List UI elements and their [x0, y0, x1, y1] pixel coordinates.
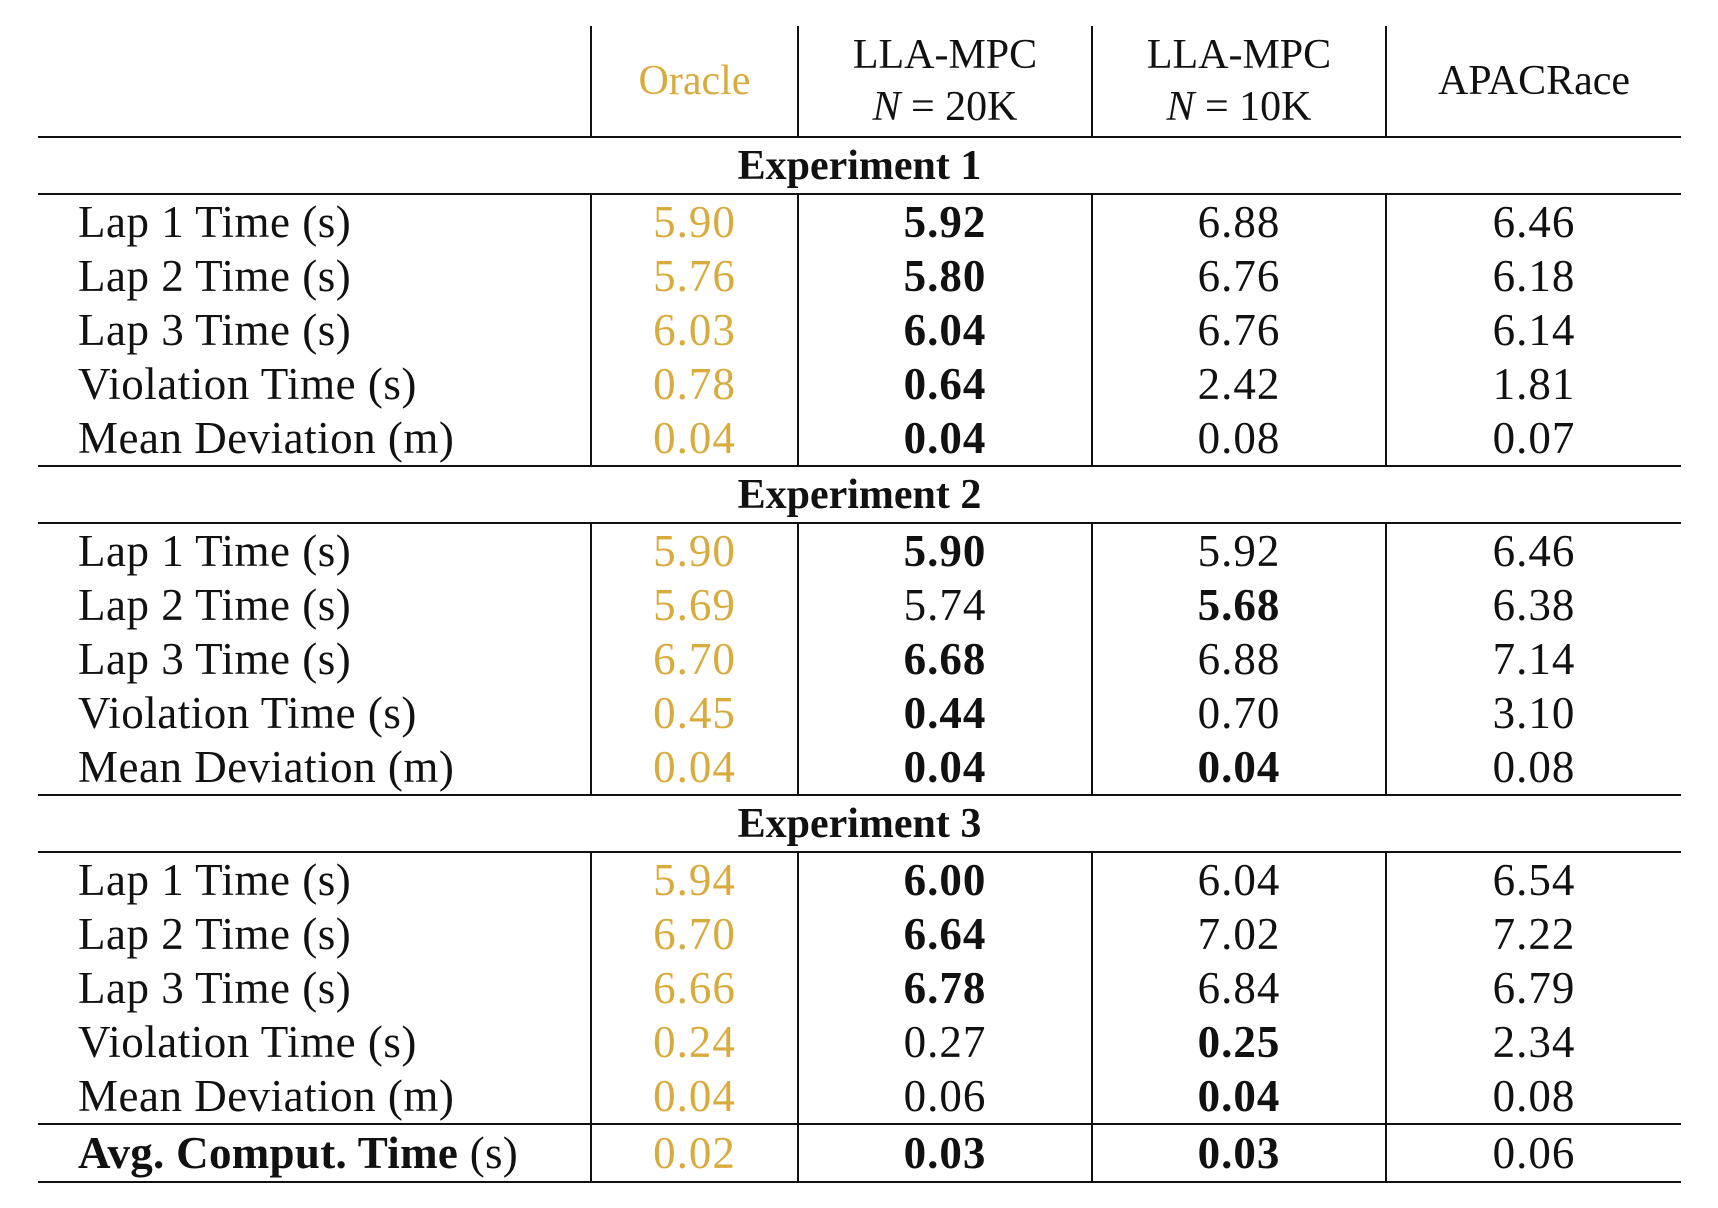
value-cell: 6.84 — [1092, 961, 1386, 1015]
value-cell: 6.18 — [1386, 249, 1681, 303]
row-label: Lap 2 Time (s) — [78, 909, 352, 959]
section-row — [38, 795, 1681, 852]
value-cell: 1.81 — [1386, 357, 1681, 411]
header-lla-10k-line2 — [1093, 81, 1385, 133]
header-lla-mpc-10k — [1092, 26, 1386, 137]
value-cell: 5.94 — [591, 852, 798, 907]
table-row — [38, 357, 1681, 411]
results-table — [38, 26, 1681, 1183]
value-cell: 5.74 — [798, 578, 1092, 632]
header-lla-20k-line2 — [799, 81, 1091, 133]
section-title: Experiment 2 — [38, 466, 1681, 523]
section-title: Experiment 3 — [38, 795, 1681, 852]
value-cell: 0.44 — [798, 686, 1092, 740]
table-body — [38, 137, 1681, 1182]
value-cell: 7.22 — [1386, 907, 1681, 961]
value-cell: 0.08 — [1386, 740, 1681, 795]
value-cell: 0.08 — [1386, 1069, 1681, 1124]
table-row — [38, 686, 1681, 740]
value-cell: 0.78 — [591, 357, 798, 411]
row-label: Lap 1 Time (s) — [78, 526, 352, 576]
value-cell: 6.79 — [1386, 961, 1681, 1015]
table-row — [38, 632, 1681, 686]
row-label: Violation Time (s) — [78, 359, 417, 409]
value-cell: 5.90 — [591, 523, 798, 578]
header-oracle: Oracle — [591, 26, 798, 137]
value-cell: 6.76 — [1092, 303, 1386, 357]
avg-label-text: Avg. Comput. Time — [78, 1128, 459, 1178]
table-row — [38, 578, 1681, 632]
header-lla-20k-n: N — [872, 84, 901, 130]
row-label: Violation Time (s) — [78, 688, 417, 738]
value-cell: 6.00 — [798, 852, 1092, 907]
avg-row-label — [38, 1124, 591, 1182]
value-cell: 0.04 — [1092, 1069, 1386, 1124]
value-cell: 0.06 — [798, 1069, 1092, 1124]
row-label: Lap 2 Time (s) — [78, 251, 352, 301]
header-lla-20k-eq: = 20K — [900, 84, 1018, 130]
header-lla-10k-line1: LLA-MPC — [1146, 32, 1332, 78]
value-cell: 6.64 — [798, 907, 1092, 961]
row-label: Lap 3 Time (s) — [78, 634, 352, 684]
header-lla-10k-eq: = 10K — [1194, 84, 1312, 130]
header-lla-10k-n: N — [1166, 84, 1195, 130]
value-cell: 0.70 — [1092, 686, 1386, 740]
table-row — [38, 411, 1681, 466]
value-cell: 0.08 — [1092, 411, 1386, 466]
row-label: Mean Deviation (m) — [38, 740, 591, 795]
value-cell: 0.07 — [1386, 411, 1681, 466]
value-cell: 6.76 — [1092, 249, 1386, 303]
value-cell: 6.46 — [1386, 523, 1681, 578]
value-cell: 0.04 — [798, 411, 1092, 466]
row-label: Lap 2 Time (s) — [78, 580, 352, 630]
value-cell: 5.92 — [1092, 523, 1386, 578]
results-table-container — [38, 26, 1681, 1183]
value-cell: 0.27 — [798, 1015, 1092, 1069]
table-row — [38, 740, 1681, 795]
value-cell: 6.04 — [1092, 852, 1386, 907]
section-title: Experiment 1 — [38, 137, 1681, 194]
value-cell: 5.80 — [798, 249, 1092, 303]
value-cell: 6.14 — [1386, 303, 1681, 357]
row-label: Lap 1 Time (s) — [78, 197, 352, 247]
row-label: Violation Time (s) — [78, 1017, 417, 1067]
row-label: Lap 3 Time (s) — [78, 305, 352, 355]
value-cell: 6.04 — [798, 303, 1092, 357]
value-cell: 0.04 — [591, 1069, 798, 1124]
header-lla-mpc-20k — [798, 26, 1092, 137]
avg-compute-row — [38, 1124, 1681, 1182]
table-row — [38, 303, 1681, 357]
value-cell: 0.03 — [798, 1124, 1092, 1182]
section-row — [38, 466, 1681, 523]
value-cell: 6.03 — [591, 303, 798, 357]
value-cell: 6.68 — [798, 632, 1092, 686]
row-label: Lap 3 Time (s) — [78, 963, 352, 1013]
header-row — [38, 26, 1681, 137]
row-label: Mean Deviation (m) — [38, 411, 591, 466]
table-row — [38, 194, 1681, 249]
value-cell: 6.88 — [1092, 632, 1386, 686]
header-apacrace: APACRace — [1386, 26, 1681, 137]
value-cell: 0.04 — [1092, 740, 1386, 795]
row-label: Lap 1 Time (s) — [78, 855, 352, 905]
value-cell: 0.02 — [591, 1124, 798, 1182]
value-cell: 0.64 — [798, 357, 1092, 411]
table-row — [38, 1069, 1681, 1124]
value-cell: 5.90 — [798, 523, 1092, 578]
header-lla-20k-line1: LLA-MPC — [852, 32, 1038, 78]
avg-label-unit: (s) — [458, 1128, 519, 1178]
value-cell: 0.04 — [798, 740, 1092, 795]
value-cell: 0.04 — [591, 740, 798, 795]
value-cell: 6.70 — [591, 907, 798, 961]
value-cell: 0.24 — [591, 1015, 798, 1069]
value-cell: 5.92 — [798, 194, 1092, 249]
value-cell: 6.54 — [1386, 852, 1681, 907]
header-empty-cell — [38, 26, 591, 137]
value-cell: 6.46 — [1386, 194, 1681, 249]
value-cell: 6.70 — [591, 632, 798, 686]
table-row — [38, 907, 1681, 961]
value-cell: 5.76 — [591, 249, 798, 303]
table-row — [38, 249, 1681, 303]
table-row — [38, 523, 1681, 578]
value-cell: 0.04 — [591, 411, 798, 466]
table-row — [38, 1015, 1681, 1069]
value-cell: 5.68 — [1092, 578, 1386, 632]
table-row — [38, 961, 1681, 1015]
value-cell: 6.78 — [798, 961, 1092, 1015]
row-label: Mean Deviation (m) — [38, 1069, 591, 1124]
value-cell: 2.42 — [1092, 357, 1386, 411]
section-row — [38, 137, 1681, 194]
value-cell: 0.06 — [1386, 1124, 1681, 1182]
value-cell: 5.90 — [591, 194, 798, 249]
value-cell: 2.34 — [1386, 1015, 1681, 1069]
table-row — [38, 852, 1681, 907]
value-cell: 7.14 — [1386, 632, 1681, 686]
value-cell: 7.02 — [1092, 907, 1386, 961]
value-cell: 3.10 — [1386, 686, 1681, 740]
value-cell: 6.66 — [591, 961, 798, 1015]
value-cell: 5.69 — [591, 578, 798, 632]
value-cell: 6.38 — [1386, 578, 1681, 632]
value-cell: 6.88 — [1092, 194, 1386, 249]
value-cell: 0.03 — [1092, 1124, 1386, 1182]
value-cell: 0.45 — [591, 686, 798, 740]
value-cell: 0.25 — [1092, 1015, 1386, 1069]
